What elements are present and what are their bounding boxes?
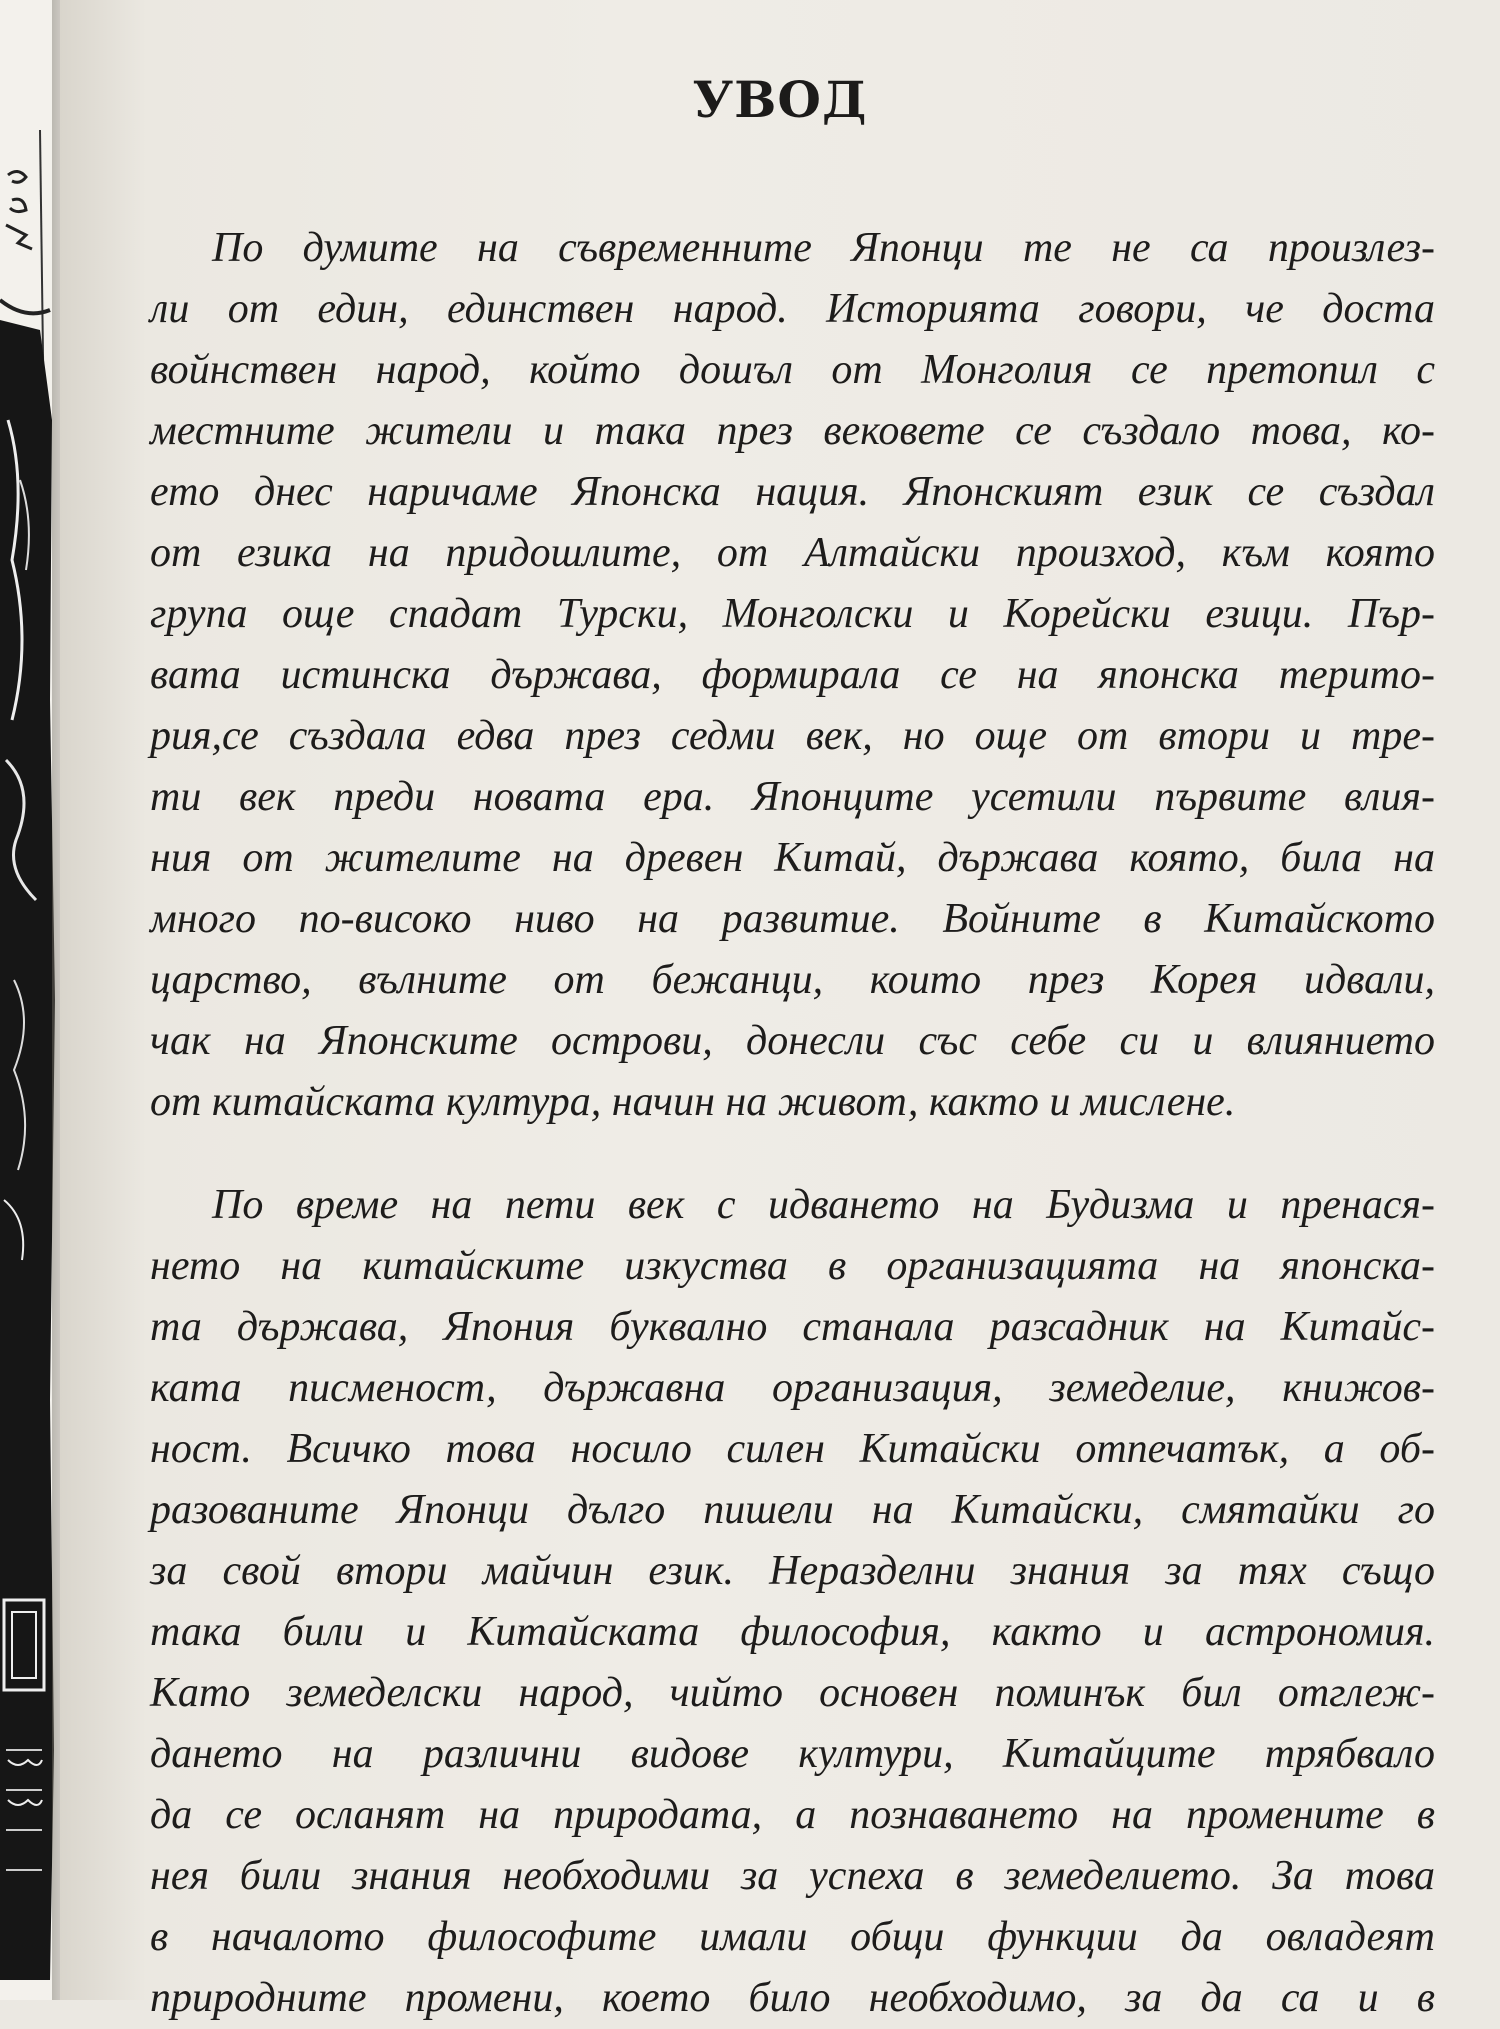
- text-line: Като земеделски народ, чийто основен поминък бил отглеж-: [150, 1670, 1435, 1716]
- page-title: УВОД: [692, 70, 868, 129]
- text-line: По време на пети век с идването на Будизма и пренася-: [212, 1182, 1435, 1228]
- left-page-illustration: [0, 0, 60, 2000]
- text-line: царство, вълните от бежанци, които през Корея идвали,: [150, 957, 1435, 1003]
- text-line: разованите Японци дълго пишели на Китайски, смятайки го: [150, 1487, 1435, 1533]
- text-line: в началото философите имали общи функции да овладеят: [150, 1914, 1435, 1960]
- text-line: ти век преди новата ера. Японците усетили първите влия-: [150, 774, 1435, 820]
- paragraph-1: [150, 218, 1435, 1133]
- text-line: ност. Всичко това носило силен Китайски отпечатък, а об-: [150, 1426, 1435, 1472]
- text-line: дането на различни видове култури, Китайците трябвало: [150, 1731, 1435, 1777]
- text-line: много по-високо ниво на развитие. Войните в Китайското: [150, 896, 1435, 942]
- text-line: нея били знания необходими за успеха в земеделието. За това: [150, 1853, 1435, 1899]
- paragraph-2: [150, 1175, 1435, 2029]
- text-line: от езика на придошлите, от Алтайски произход, към която: [150, 530, 1435, 576]
- text-line: природните промени, което било необходимо, за да са и в: [150, 1975, 1435, 2021]
- text-line: рия,се създала едва през седми век, но още от втори и тре-: [150, 713, 1435, 759]
- text-line: По думите на съвременните Японци те не са произлез-: [212, 225, 1435, 271]
- text-line: местните жители и така през вековете се създало това, ко-: [150, 408, 1435, 454]
- text-line: да се осланят на природата, а познаването на промените в: [150, 1792, 1435, 1838]
- text-line: ли от един, единствен народ. Историята говори, че доста: [150, 286, 1435, 332]
- ink-illustration-icon: [0, 0, 60, 2000]
- paragraph-spacer: [150, 1133, 1435, 1175]
- text-line: така били и Китайската философия, както и астрономия.: [150, 1609, 1435, 1655]
- body-text: [150, 218, 1435, 2029]
- text-line: ката писменост, държавна организация, земеделие, книжов-: [150, 1365, 1435, 1411]
- text-line: вата истинска държава, формирала се на японска терито-: [150, 652, 1435, 698]
- text-line: нето на китайските изкуства в организацията на японска-: [150, 1243, 1435, 1289]
- text-line: войнствен народ, който дошъл от Монголия се претопил с: [150, 347, 1435, 393]
- book-page: [60, 0, 1500, 2021]
- text-line: група още спадат Турски, Монголски и Корейски езици. Пър-: [150, 591, 1435, 637]
- text-line: ето днес наричаме Японска нация. Японският език се създал: [150, 469, 1435, 515]
- text-line: за свой втори майчин език. Неразделни знания за тях също: [150, 1548, 1435, 1594]
- text-line: чак на Японските острови, донесли със себе си и влиянието: [150, 1018, 1435, 1064]
- text-line: от китайската култура, начин на живот, както и мислене.: [150, 1079, 1236, 1125]
- text-line: та държава, Япония буквално станала разсадник на Китайс-: [150, 1304, 1435, 1350]
- text-line: ния от жителите на древен Китай, държава която, била на: [150, 835, 1435, 881]
